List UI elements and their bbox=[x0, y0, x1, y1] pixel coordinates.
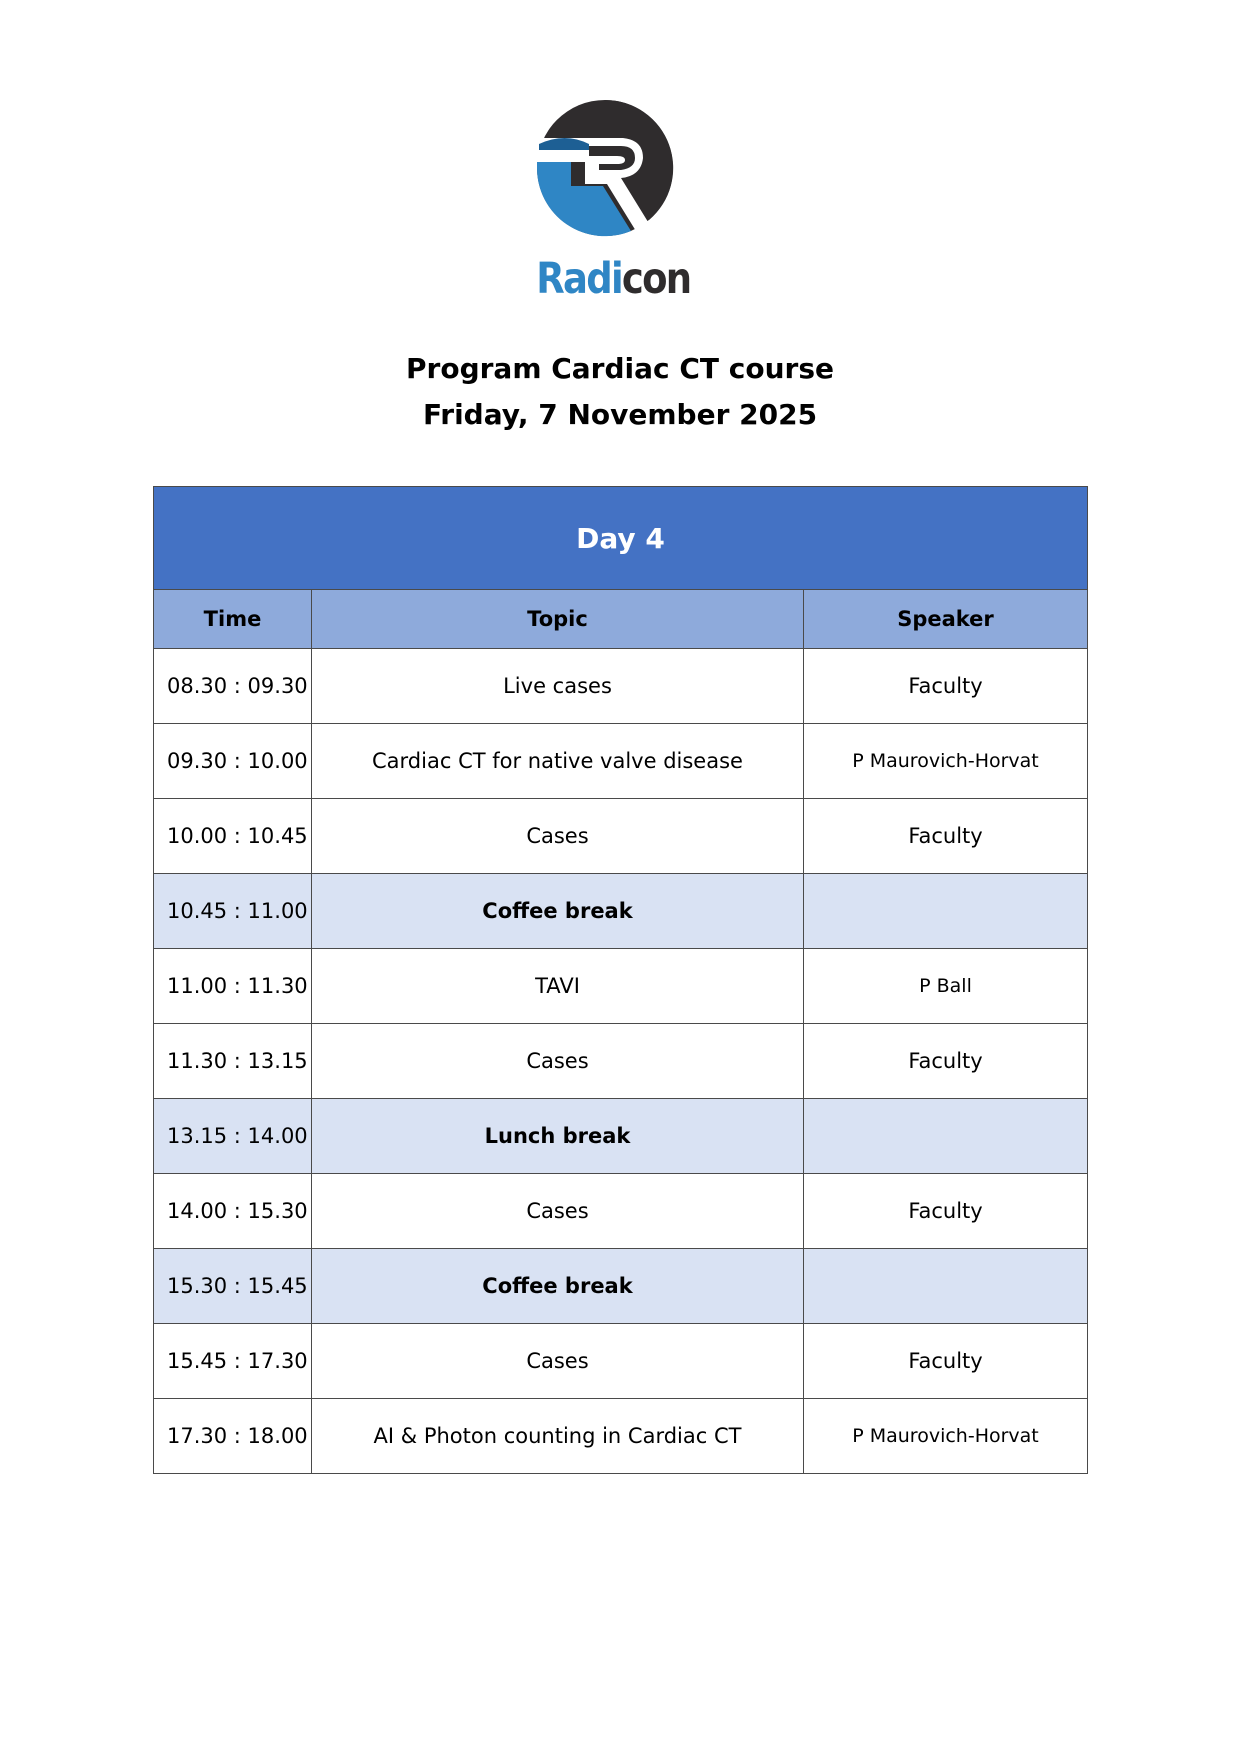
row-topic: Cases bbox=[312, 1024, 804, 1099]
column-header-speaker: Speaker bbox=[804, 590, 1088, 649]
row-time: 09.30 : 10.00 bbox=[154, 724, 312, 799]
row-time: 14.00 : 15.30 bbox=[154, 1174, 312, 1249]
table-row bbox=[154, 1399, 1088, 1474]
course-date: Friday, 7 November 2025 bbox=[422, 398, 818, 431]
row-topic: Cases bbox=[312, 1174, 804, 1249]
table-header-row bbox=[154, 590, 1088, 649]
row-time: 11.30 : 13.15 bbox=[154, 1024, 312, 1099]
row-topic: Cardiac CT for native valve disease bbox=[312, 724, 804, 799]
row-time: 10.00 : 10.45 bbox=[154, 799, 312, 874]
row-time: 11.00 : 11.30 bbox=[154, 949, 312, 1024]
row-time: 17.30 : 18.00 bbox=[154, 1399, 312, 1474]
row-time: 15.45 : 17.30 bbox=[154, 1324, 312, 1399]
row-time: 08.30 : 09.30 bbox=[154, 649, 312, 724]
day-title: Day 4 bbox=[154, 487, 1088, 590]
course-title: Program Cardiac CT course bbox=[406, 352, 834, 385]
table-row bbox=[154, 1324, 1088, 1399]
row-speaker bbox=[804, 874, 1088, 949]
radicon-emblem-icon bbox=[525, 98, 685, 248]
row-topic: Coffee break bbox=[312, 1249, 804, 1324]
row-speaker bbox=[804, 1249, 1088, 1324]
row-speaker: P Ball bbox=[804, 949, 1088, 1024]
program-table bbox=[153, 486, 1088, 1474]
row-time: 10.45 : 11.00 bbox=[154, 874, 312, 949]
row-speaker: Faculty bbox=[804, 649, 1088, 724]
row-time: 15.30 : 15.45 bbox=[154, 1249, 312, 1324]
row-speaker: P Maurovich-Horvat bbox=[804, 1399, 1088, 1474]
row-topic: AI & Photon counting in Cardiac CT bbox=[312, 1399, 804, 1474]
row-speaker: Faculty bbox=[804, 1174, 1088, 1249]
radicon-logo bbox=[525, 98, 691, 310]
table-row bbox=[154, 949, 1088, 1024]
column-header-time: Time bbox=[154, 590, 312, 649]
table-row bbox=[154, 724, 1088, 799]
row-topic: Cases bbox=[312, 1324, 804, 1399]
row-topic: Coffee break bbox=[312, 874, 804, 949]
table-row bbox=[154, 1024, 1088, 1099]
table-row bbox=[154, 649, 1088, 724]
row-speaker bbox=[804, 1099, 1088, 1174]
table-row-break bbox=[154, 1099, 1088, 1174]
table-row bbox=[154, 1174, 1088, 1249]
column-header-topic: Topic bbox=[312, 590, 804, 649]
row-topic: TAVI bbox=[312, 949, 804, 1024]
row-topic: Lunch break bbox=[312, 1099, 804, 1174]
row-topic: Cases bbox=[312, 799, 804, 874]
row-speaker: Faculty bbox=[804, 1324, 1088, 1399]
row-topic: Live cases bbox=[312, 649, 804, 724]
page-title bbox=[0, 346, 1240, 438]
row-speaker: Faculty bbox=[804, 799, 1088, 874]
table-row-break bbox=[154, 874, 1088, 949]
row-speaker: Faculty bbox=[804, 1024, 1088, 1099]
row-time: 13.15 : 14.00 bbox=[154, 1099, 312, 1174]
table-row-break bbox=[154, 1249, 1088, 1324]
row-speaker: P Maurovich-Horvat bbox=[804, 724, 1088, 799]
radicon-wordmark: Radicon bbox=[536, 254, 691, 304]
table-row bbox=[154, 799, 1088, 874]
